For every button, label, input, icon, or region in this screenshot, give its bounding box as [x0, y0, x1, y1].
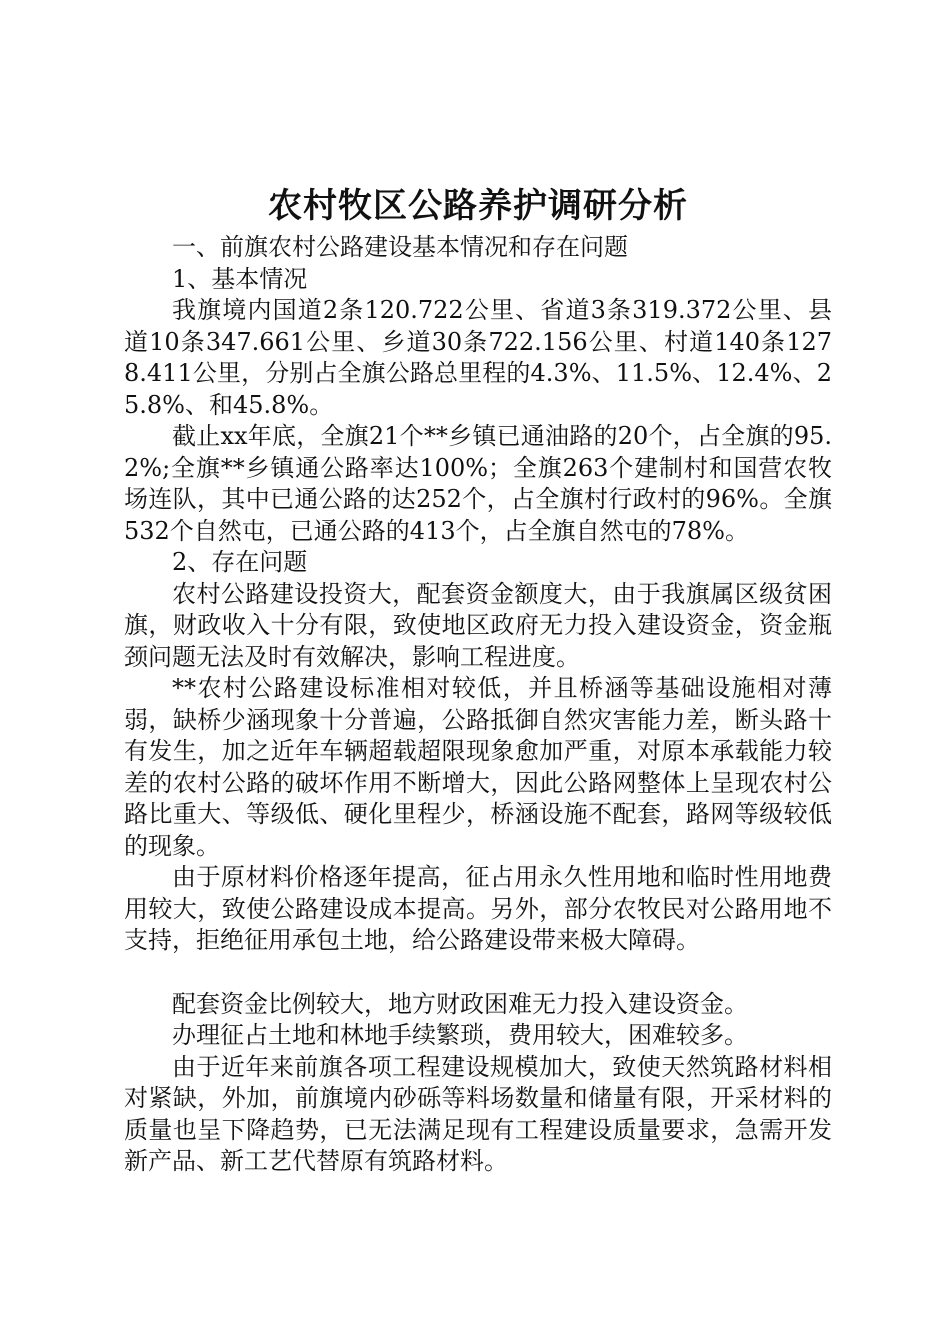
paragraph-matching-funds: 配套资金比例较大，地方财政困难无力投入建设资金。	[172, 989, 748, 1018]
paragraph-land-procedures: 办理征占土地和林地手续繁琐，费用较大，困难较多。	[172, 1021, 748, 1049]
paragraph-road-coverage: 截止xx年底，全旗21个**乡镇已通油路的20个，占全旗的95.2%;全旗**乡镇通公路率达100%；全旗263个建制村和国营农牧场连队，其中已通公路的达252个，占全旗村行政村的96%。全旗532个自然屯，已通公路的413个，占全旗自然屯的78%。	[124, 422, 832, 545]
subsection-heading-problems: 2、存在问题	[172, 548, 308, 576]
paragraph-road-mileage: 我旗境内国道2条120.722公里、省道3条319.372公里、县道10条347.661公里、乡道30条722.156公里、村道140条1278.411公里，分别占全旗公路总里程的4.3%、11.5%、12.4%、25.8%、和45.8%。	[124, 296, 832, 419]
document-page	[124, 178, 832, 1178]
subsection-heading-basic-situation: 1、基本情况	[172, 264, 308, 293]
paragraph-land-costs: 由于原材料价格逐年提高，征占用永久性用地和临时性用地费用较大，致使公路建设成本提高。另外，部分农牧民对公路用地不支持，拒绝征用承包土地，给公路建设带来极大障碍。	[124, 863, 832, 954]
paragraph-materials: 由于近年来前旗各项工程建设规模加大，致使天然筑路材料相对紧缺，外加，前旗境内砂砾等料场数量和储量有限，开采材料的质量也呈下降趋势，已无法满足现有工程建设质量要求，急需开发新产品、新工艺代替原有筑路材料。	[124, 1052, 832, 1175]
paragraph-funding: 农村公路建设投资大，配套资金额度大，由于我旗属区级贫困旗，财政收入十分有限，致使地区政府无力投入建设资金，资金瓶颈问题无法及时有效解决，影响工程进度。	[124, 579, 832, 671]
section-heading: 一、前旗农村公路建设基本情况和存在问题	[172, 233, 628, 261]
document-title: 农村牧区公路养护调研分析	[268, 186, 688, 226]
blank-line	[124, 957, 832, 989]
paragraph-standards: **农村公路建设标准相对较低，并且桥涵等基础设施相对薄弱，缺桥少涵现象十分普遍，公路抵御自然灾害能力差，断头路十有发生，加之近年车辆超载超限现象愈加严重，对原本承载能力较差的农村公路的破坏作用不断增大，因此公路网整体上呈现农村公路比重大、等级低、硬化里程少，桥涵设施不配套，路网等级较低的现象。	[124, 674, 832, 860]
